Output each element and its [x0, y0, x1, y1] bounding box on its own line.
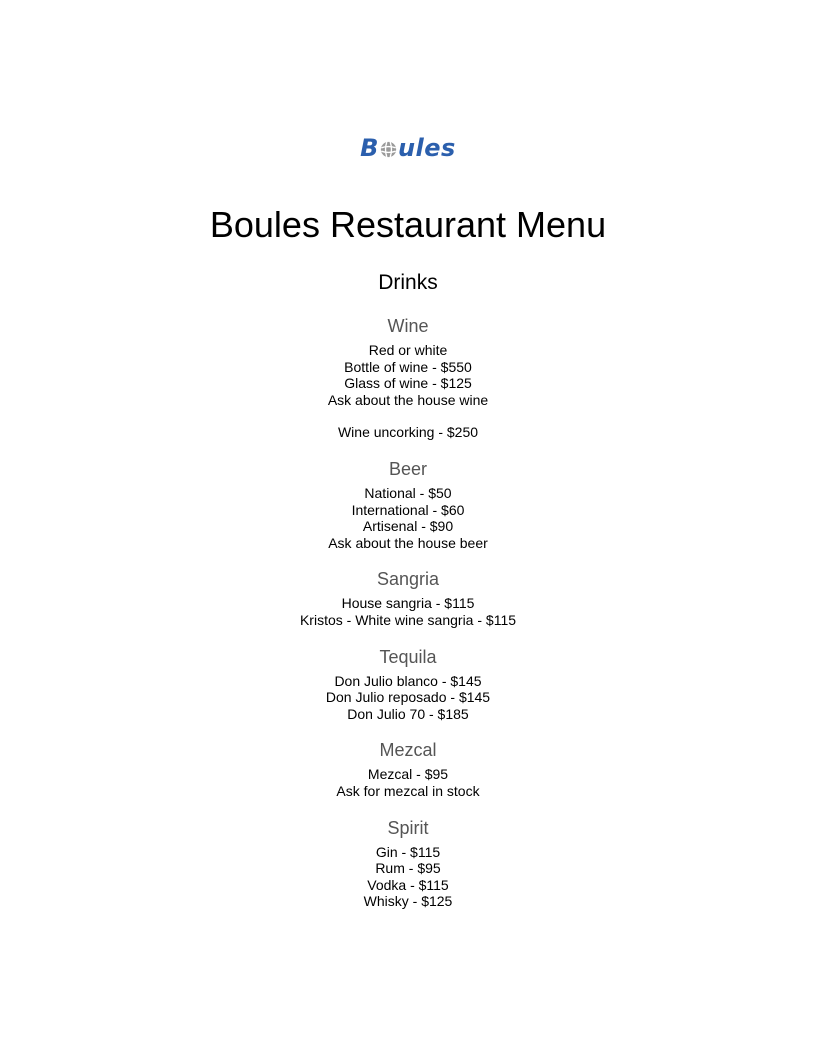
menu-item: Bottle of wine - $550 [344, 358, 472, 375]
menu-item: Rum - $95 [375, 860, 441, 877]
menu-item: International - $60 [351, 501, 465, 518]
category-title: Spirit [387, 817, 429, 838]
restaurant-logo [0, 135, 816, 161]
menu-item: Red or white [368, 342, 448, 358]
category-title: Sangria [376, 569, 440, 590]
menu-item: National - $50 [364, 484, 452, 501]
menu-item: Don Julio reposado - $145 [325, 689, 491, 706]
menu-item: Wine uncorking - $250 [337, 424, 479, 441]
page-title: Boules Restaurant Menu [209, 204, 607, 245]
menu-item: Don Julio 70 - $185 [347, 705, 469, 722]
menu-category-sangria [0, 567, 816, 628]
menu-category-beer [0, 457, 816, 551]
menu-category-tequila [0, 645, 816, 723]
menu-item: Kristos - White wine sangria - $115 [299, 611, 517, 628]
logo-letter-b: B [360, 134, 379, 162]
category-title: Beer [388, 458, 428, 479]
menu-item: Whisky - $125 [363, 893, 453, 910]
category-title: Mezcal [379, 740, 437, 761]
menu-item: Glass of wine - $125 [344, 375, 472, 392]
menu-category-mezcal [0, 738, 816, 799]
category-title: Wine [387, 316, 429, 336]
menu-item: House sangria - $115 [341, 595, 475, 612]
section-title-drinks: Drinks [378, 271, 438, 294]
menu-category-spirit [0, 816, 816, 910]
menu-item: Artisenal - $90 [362, 518, 454, 535]
menu-item: Ask about the house wine [327, 391, 489, 408]
drinks-menu [0, 314, 816, 926]
menu-item: Vodka - $115 [367, 876, 449, 893]
menu-item: Ask about the house beer [328, 534, 488, 551]
category-title: Tequila [379, 646, 437, 667]
menu-category-wine [0, 314, 816, 441]
petanque-ball-icon [380, 141, 397, 158]
menu-item: Mezcal - $95 [367, 766, 449, 783]
logo-wordmark [360, 135, 456, 161]
menu-item: Don Julio blanco - $145 [334, 672, 482, 689]
logo-letters-rest: ules [397, 134, 456, 162]
menu-item: Gin - $115 [375, 843, 441, 860]
menu-item: Ask for mezcal in stock [336, 782, 480, 799]
